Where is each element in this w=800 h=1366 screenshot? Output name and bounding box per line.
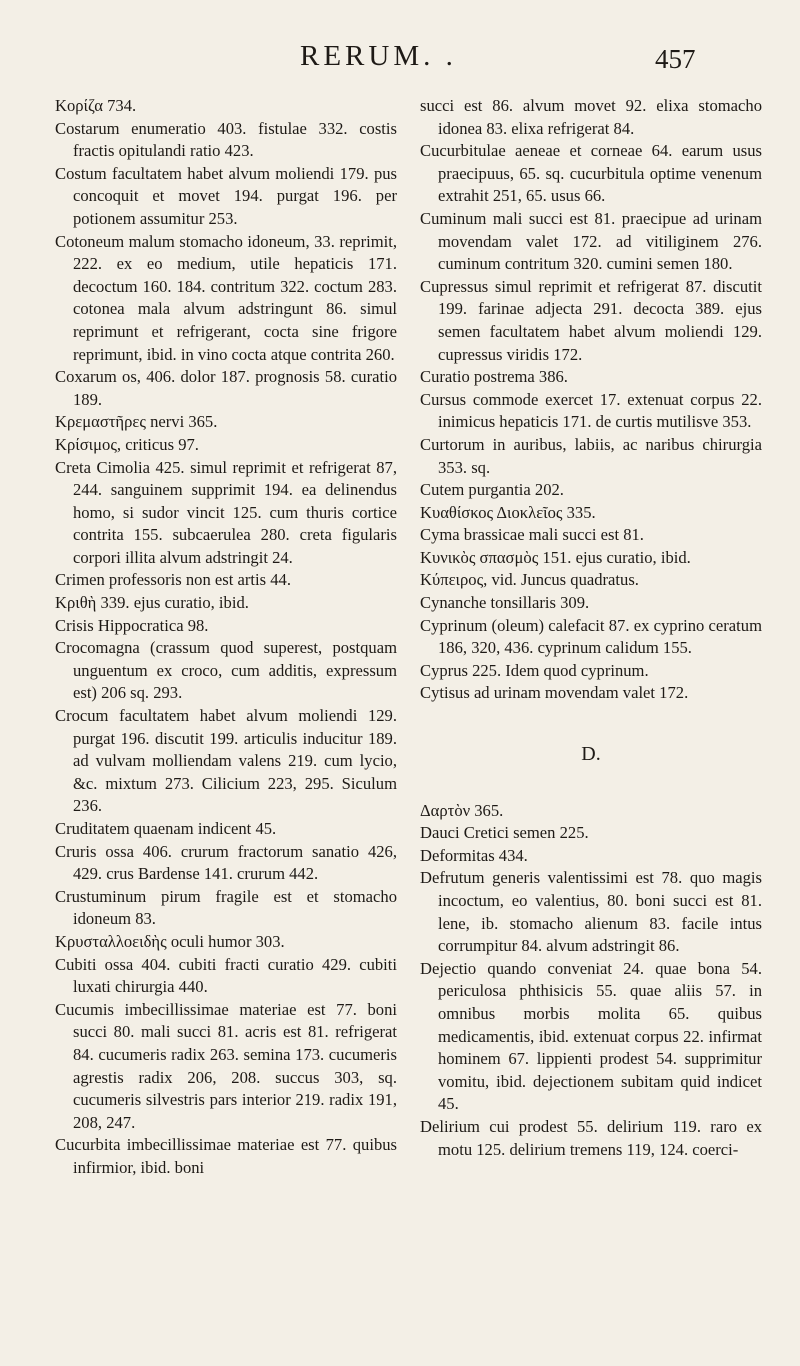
index-entry: Curatio postrema 386. (420, 367, 568, 387)
running-title: RERUM. . (300, 40, 457, 72)
index-entry: Cupressus simul reprimit et refrigerat 87. discutit 199. farinae adjecta 291. decocta 389. ejus semen facultatem habet alvum moliendi 129. cupressus viridis 172. (420, 276, 762, 364)
index-entry: Dejectio quando conveniat 24. quae bona 54. periculosa phthisicis 55. quae aliis 57. in omnibus morbis molita 65. quibus medicamentis, ibid. extenuat corpus 22. infirmat hominem 67. lippienti prodest 54. supprimitur vomitu, ibid. dejectionem subitam quid indicet 45. (420, 958, 762, 1114)
index-entry: Creta Cimolia 425. simul reprimit et refrigerat 87, 244. sanguinem supprimit 194. ea delinendus homo, si sudor vincit 125. cum thuris cortice contrita 155. subcaerulea 280. creta figularis corpori illita alvum adstringit 24. (55, 457, 397, 567)
index-entry: Crustuminum pirum fragile est et stomacho idoneum 83. (55, 886, 397, 929)
index-entry: Cruditatem quaenam indicent 45. (55, 819, 277, 838)
index-entry: Cyprus 225. Idem quod cyprinum. (420, 660, 649, 680)
index-entry: Cuminum mali succi est 81. praecipue ad urinam movendam valet 172. ad vitiliginem 276. cuminum contritum 320. cumini semen 180. (420, 208, 762, 274)
index-entry: Cucurbita imbecillissimae materiae est 77. quibus infirmior, ibid. boni (55, 1135, 397, 1177)
index-entry: Costum facultatem habet alvum moliendi 179. pus concoquit et movet 194. purgat 196. per potionem assumitur 253. (55, 163, 397, 228)
index-entry: Cubiti ossa 404. cubiti fracti curatio 429. cubiti luxati chirurgia 440. (55, 954, 397, 997)
index-entry: Cutem purgantia 202. (420, 480, 564, 500)
index-entry: Deformitas 434. (420, 845, 528, 865)
index-entry: Cotoneum malum stomacho idoneum, 33. reprimit, 222. ex eo medium, utile hepaticis 171. decoctum 160. 184. contritum 322. coctum 283. cotonea mala alvum adstringunt 86. simul reprimunt et refrigerant, cocta sine frigore reprimunt, ibid. in vino cocta atque contrita 260. (55, 231, 397, 364)
index-entry: Κορίζα 734. (55, 96, 137, 115)
index-entry: succi est 86. alvum movet 92. elixa stomacho idonea 83. elixa refrigerat 84. (420, 96, 762, 138)
section-heading-d: D. (581, 743, 601, 766)
index-entry: Cucumis imbecillissimae materiae est 77. boni succi 80. mali succi 81. acris est 81. refrigerat 84. cucumeris radix 263. semina 173. cucumeris agrestis radix 206, 208. succus 303, sq. cucumeris silvestris pars interior 219. radix 191, 208, 247. (55, 999, 397, 1132)
index-entry: Cynanche tonsillaris 309. (420, 593, 590, 613)
index-entry: Cyma brassicae mali succi est 81. (420, 525, 644, 545)
index-entry: Delirium cui prodest 55. delirium 119. raro ex motu 125. delirium tremens 119, 124. coerci- (420, 1116, 762, 1159)
index-entry: Κρίσιμος, criticus 97. (55, 434, 199, 454)
index-entry: Cyprinum (oleum) calefacit 87. ex cyprino ceratum 186, 320, 436. cyprinum calidum 155. (420, 615, 762, 658)
index-entry: Cruris ossa 406. crurum fractorum sanatio 426, 429. crus Bardense 141. crurum 442. (55, 841, 397, 884)
index-entry: Defrutum generis valentissimi est 78. quo magis incoctum, eo valentius, 80. boni succi est 81. lene, ib. stomacho alienum 83. facile intus corrumpitur 84. alvum adstringit 86. (420, 868, 762, 956)
index-entry: Cucurbitulae aeneae et corneae 64. earum usus praecipuus, 65. sq. cucurbitula optime venenum extrahit 251, 65. usus 66. (420, 141, 762, 206)
index-entry: Δαρτὸν 365. (420, 800, 504, 820)
index-entry: Crocomagna (crassum quod superest, postquam unguentum ex croco, cum additis, expressum est) 206 sq. 293. (55, 638, 397, 703)
index-entry: Κυαθίσκος Διοκλεῖος 335. (420, 502, 596, 522)
page-number: 457 (655, 44, 696, 74)
index-entry: Κρεμαστῆρες nervi 365. (55, 412, 218, 432)
index-entry: Κριθὴ 339. ejus curatio, ibid. (55, 593, 249, 613)
index-entry: Dauci Cretici semen 225. (420, 823, 589, 843)
index-entry: Crimen professoris non est artis 44. (55, 570, 291, 590)
right-column (420, 95, 762, 1161)
index-entry: Coxarum os, 406. dolor 187. prognosis 58. curatio 189. (55, 367, 397, 409)
index-entry: Cytisus ad urinam movendam valet 172. (420, 683, 689, 703)
index-entry: Cursus commode exercet 17. extenuat corpus 22. inimicus hepaticis 171. de curtis mutilisve 353. (420, 389, 762, 432)
index-entry: Crisis Hippocratica 98. (55, 615, 209, 635)
index-entry: Curtorum in auribus, labiis, ac naribus chirurgia 353. sq. (420, 434, 762, 477)
index-entry: Κύπειρος, vid. Juncus quadratus. (420, 570, 639, 590)
left-column (55, 95, 397, 1180)
page-header (0, 40, 800, 84)
index-entry: Κρυσταλλοειδὴς oculi humor 303. (55, 931, 285, 951)
index-entry: Costarum enumeratio 403. fistulae 332. costis fractis opitulandi ratio 423. (55, 118, 397, 161)
index-entry: Κυνικὸς σπασμὸς 151. ejus curatio, ibid. (420, 547, 691, 567)
index-entry: Crocum facultatem habet alvum moliendi 129. purgat 196. discutit 199. articulis inducitur 189. ad vulvam molliendam valens 219. cum lycio, &c. mixtum 273. Cilicium 223, 295. Siculum 236. (55, 706, 397, 816)
